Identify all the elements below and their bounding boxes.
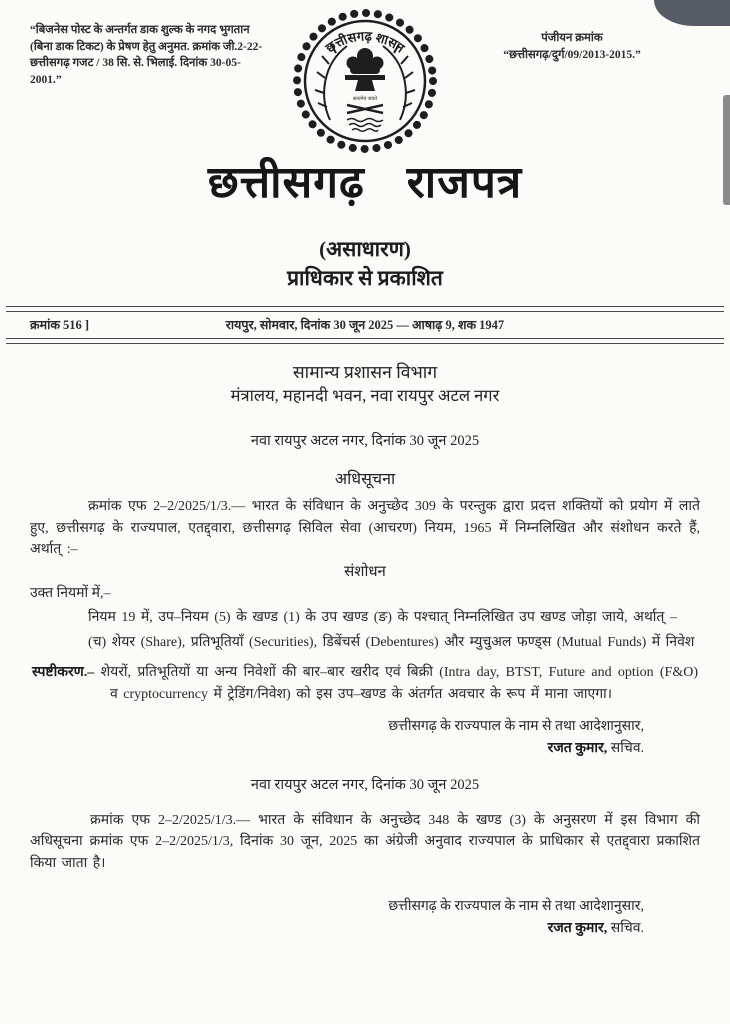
gazette-title [0, 156, 730, 210]
issue-number: क्रमांक 516 ] [30, 318, 90, 332]
emblem-state-name: छत्तीसगढ़ शासन [322, 28, 408, 56]
signatory-name: रजत कुमार, [547, 740, 608, 756]
signatory-designation-2: सचिव. [607, 921, 644, 936]
amendment-para: नियम 19 में, उप–नियम (5) के खण्ड (1) के उप खण्ड (ङ) के पश्चात् निम्नलिखित उप खण्ड जोड़ा जाये, अर्थात् – [88, 609, 677, 625]
subtitle-extraordinary: (असाधारण) [319, 237, 411, 261]
signature-order-line: छत्तीसगढ़ के राज्यपाल के नाम से तथा आदेशानुसार, [388, 718, 644, 734]
notification-heading: अधिसूचना [334, 471, 396, 488]
postal-permission-note: “बिजनेस पोस्ट के अन्तर्गत डाक शुल्क के नगद भुगतान (बिना डाक टिकट) के प्रेषण हेतु अनुमत. क्रमांक जी.2-22-छत्तीसगढ़ गजट / 38 सि. से. भिलाई. दिनांक 30-05-2001.” [30, 24, 263, 86]
subtitle-published-by-authority: प्राधिकार से प्रकाशित [287, 266, 443, 290]
gazette-title-word2: राजपत्र [406, 158, 523, 207]
dateline-1: नवा रायपुर अटल नगर, दिनांक 30 जून 2025 [250, 433, 480, 449]
registration-number: “छत्तीसगढ़/दुर्ग/09/2013-2015.” [503, 49, 641, 61]
divider-bottom [6, 338, 724, 344]
registration-label: पंजीयन क्रमांक [541, 32, 603, 44]
signature-name-line-2 [0, 918, 644, 940]
explanation-para [0, 662, 730, 706]
dateline-2: नवा रायपुर अटल नगर, दिनांक 30 जून 2025 [250, 776, 480, 793]
signatory-name-2: रजत कुमार, [547, 921, 608, 936]
issue-row [0, 312, 730, 338]
issue-band [0, 306, 730, 344]
english-translation-para: क्रमांक एफ 2–2/2025/1/3.— भारत के संविधान के अनुच्छेद 348 के खण्ड (3) के अनुसरण में इस विभाग की अधिसूचना क्रमांक एफ 2–2/2025/1/3, दिनांक 30 जून, 2025 का अंग्रेजी अनुवाद राज्यपाल के प्राधिकार से एतद्द्वारा प्रकाशित किया जाता है। [30, 812, 700, 871]
notification-para-1: क्रमांक एफ 2–2/2025/1/3.— भारत के संविधान के अनुच्छेद 309 के परन्तुक द्वारा प्रदत्त शक्तियों को प्रयोग में लाते हुए, छत्तीसगढ़ के राज्यपाल, एतद्द्वारा, छत्तीसगढ़ सिविल सेवा (आचरण) नियम, 1965 में निम्नलिखित और संशोधन करते हैं, अर्थात् :– [30, 499, 700, 557]
subclause-para: (च) शेयर (Share), प्रतिभूतियाँ (Securities), डिबेंचर्स (Debentures) और म्युचुअल फण्ड्स (Mutual Funds) में निवेश [88, 635, 695, 650]
amendment-intro: उक्त नियमों में,– [30, 585, 111, 601]
signature-order-line-2: छत्तीसगढ़ के राज्यपाल के नाम से तथा आदेशानुसार, [388, 899, 644, 914]
gazette-title-word1: छत्तीसगढ़ [207, 158, 365, 207]
signature-name-line [0, 738, 644, 760]
amendment-heading: संशोधन [344, 563, 386, 580]
emblem-motto: सत्यमेव जयते [352, 97, 378, 102]
explanation-text: शेयरों, प्रतिभूतियों या अन्य निवेशों की बार–बार खरीद एवं बिक्री (Intra day, BTST, Future and option (F&O) व cryptocurrency में ट्रेडिंग/निवेश) को इस उप–खण्ड के अंतर्गत अवचार के रूप में माना जाएगा। [94, 664, 698, 702]
explanation-label: स्पष्टीकरण.– [32, 664, 95, 680]
signature-block-2 [0, 896, 730, 940]
department-address: मंत्रालय, महानदी भवन, नवा रायपुर अटल नगर [230, 386, 500, 405]
signature-block-1 [0, 716, 730, 760]
department-name: सामान्य प्रशासन विभाग [292, 362, 438, 382]
signatory-designation: सचिव. [607, 740, 644, 756]
issue-dateline: रायपुर, सोमवार, दिनांक 30 जून 2025 — आषाढ़ 9, शक 1947 [225, 318, 505, 332]
